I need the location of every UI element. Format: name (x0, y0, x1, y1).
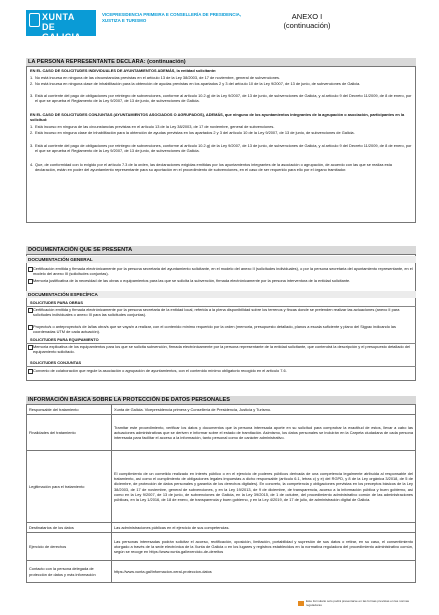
checkbox-icon[interactable] (28, 345, 33, 350)
table-row (27, 533, 416, 561)
checkbox-icon[interactable] (28, 267, 33, 272)
row-key: Legitimación para el tratamiento (27, 451, 112, 523)
table-row (27, 405, 416, 415)
list-item: 1. No está incursa en ninguna de las circunstancias previstas en el artículo 13 de la Ley 38/2003, de 17 de noviembre, general de subvenciones. (30, 75, 281, 80)
equipamiento-title: SOLICITUDES PARA EQUIPAMIENTO (30, 337, 99, 342)
table-row (27, 415, 416, 451)
department-name: VICEPRESIDENCIA PRIMEIRA E CONSELLERÍA DE PRESIDENCIA, XUSTIZA E TURISMO (102, 12, 242, 23)
checkbox-icon[interactable] (28, 279, 33, 284)
row-key: Ejercicio de derechos (27, 533, 112, 561)
list-item: 2. No está incursa en ninguna clase de inhabilitación para la obtención de ayudas previstas en los apartados 2 y 3 del artículo 10 de la Ley 9/2007, de 13 de junio, de subvenciones de Galicia. (30, 81, 361, 86)
xunta-logo (26, 10, 96, 42)
checkbox-icon[interactable] (28, 369, 33, 374)
checkbox-item[interactable]: Certificación emitida y firmada electrónicamente por la persona secretaria de la entidad local, referida a la plena disponibilidad sobre los terrenos y fincas donde se pretenden realizar las actuaciones (anexo II para solicitudes individuales o anexo III para las solicitudes conjuntas). (28, 307, 414, 317)
annex-title: ANEXO I (291, 12, 323, 21)
checkbox-item[interactable]: Certificación emitida y firmada electrónicamente por la persona secretaria del ayuntamiento solicitante, en el modelo del anexo II (solicitudes individuales), o por la persona secretaria del ayuntamiento representante, en el modelo del anexo III (solicitudes conjuntas). (28, 266, 414, 276)
row-value: Tramitar este procedimiento, verificar los datos y documentos que la persona interesada aporte en su solicitud para comprobar la exactitud de estos, llevar a cabo las actuaciones administrativas que se deriven e informar sobre el estado de tramitación. Asimismo, los datos personales se incluirán en la Carpeta ciudadana de cada persona interesada para facilitar el acceso a la información, tanto personal como de carácter administrativo. (112, 415, 416, 451)
row-value[interactable]: https://www.xunta.gal/informacion-xeral-proteccion-datos (112, 561, 416, 583)
row-key: Responsable del tratamiento (27, 405, 112, 415)
logo-line2: DE GALICIA (42, 22, 82, 42)
row-key: Contacto con la persona delegada de protección de datos y más información (27, 561, 112, 583)
checkbox-item[interactable]: Convenio de colaboración que regule la asociación o agrupación de ayuntamientos, con el contenido mínimo obligatorio recogido en el artículo 7.6. (28, 368, 414, 373)
row-key: Destinatarios de los datos (27, 523, 112, 533)
annex-heading (262, 12, 352, 30)
row-key: Finalidades del tratamiento (27, 415, 112, 451)
checkbox-item[interactable]: Proyecto/s o anteproyecto/s de la/las obra/s que se vaya/n a realizar, con el contenido mínimo requerido por la orden (memoria, presupuesto detallado, planos a escala suficiente y plano del Sigpac indicando las coordenadas UTM de cada actuación). (28, 324, 414, 334)
obras-title: SOLICITUDES PARA OBRAS (30, 300, 83, 305)
data-protection-table (26, 404, 416, 583)
annex-subtitle: (continuación) (283, 21, 331, 30)
table-row (27, 523, 416, 533)
row-value: Las administraciones públicas en el ejercicio de sus competencias. (112, 523, 416, 533)
row-value: Xunta de Galicia. Vicepresidencia primera y Consellería de Presidencia, Justicia y Turismo. (112, 405, 416, 415)
row-value: Las personas interesadas podrán solicitar el acceso, rectificación, oposición, limitación, portabilidad y supresión de sus datos o retirar, en su caso, el consentimiento otorgado a través de la sede electrónica de la Xunta de Galicia o en los lugares y registros establecidos en la normativa reguladora del procedimiento administrativo común, según se recoge en https://www.xunta.gal/exercicio-de-dereitos (112, 533, 416, 561)
list-item: 4. Que, de conformidad con lo exigido por el artículo 7.3 de la orden, las declaraciones exigidas emitidas por los ayuntamientos integrantes de la asociación o agrupación, de acuerdo con las que se realiza esta declaración, están en poder del ayuntamiento representante para su aportación en el procedimiento de subvenciones, en el caso de ser requerido para ello por el órgano tramitador. (30, 162, 392, 173)
list-item: 2. Está incurso en ninguna clase de inhabilitación para la obtención de ayudas previstas en los apartados 2 y 3 del artículo 10 de la Ley 9/2007, de 13 de junio, de subvenciones de Galicia. (30, 130, 355, 135)
documentacion-title: DOCUMENTACIÓN QUE SE PRESENTA (26, 246, 416, 254)
proteccion-title: INFORMACIÓN BÁSICA SOBRE LA PROTECCIÓN DE DATOS PERSONALES (26, 396, 416, 404)
document-header (26, 10, 416, 44)
table-row (27, 451, 416, 523)
conjuntas-title: SOLICITUDES CONJUNTAS (30, 360, 82, 365)
divider (26, 366, 416, 367)
intro-conjunta: EN EL CASO DE SOLICITUDES CONJUNTAS (AYUNTAMIENTOS ASOCIADOS O AGRUPADOS), ADEMÁS, que ninguno de los ayuntamientos integrantes de la agrupación o asociación, participantes en la solicitud: (30, 112, 405, 123)
intro-individual: EN EL CASO DE SOLICITUDES INDIVIDUALES DE AYUNTAMIENTOS ADEMÁS, la entidad solicitante: (30, 68, 217, 73)
logo-line1: XUNTA (42, 12, 75, 22)
general-title: DOCUMENTACIÓN GENERAL (26, 256, 416, 263)
list-item: 3. Está al corriente del pago de obligaciones por reintegro de subvenciones, conforme al artículo 10.2.g) de la Ley 9/2007, de 13 de junio, de subvenciones de Galicia, y al artículo 9 del Decreto 11/2009, de 8 de enero, por el que se aprueba el Reglamento de la Ley 9/2007, de 13 de junio, de subvenciones de Galicia. (30, 93, 412, 104)
list-item: 1. Está incurso en ninguna de las circunstancias previstas en el artículo 13 de la Ley 38/2003, de 17 de noviembre, general de subvenciones. (30, 124, 275, 129)
representante-title: LA PERSONA REPRESENTANTE DECLARA: (continuación) (26, 58, 416, 66)
table-row (27, 561, 416, 583)
checkbox-item[interactable]: Memoria explicativa de los equipamientos para los que se solicita subvención, firmada electrónicamente por la persona representante de la entidad solicitante, que contendrá la descripción y el presupuesto detallado del equipamiento solicitado. (28, 344, 414, 354)
checkbox-icon[interactable] (28, 308, 33, 313)
checkbox-item[interactable]: Memoria justificativa de la necesidad de las obras o equipamientos para las que se solicita la subvención, firmada electrónicamente por la persona interventora de la entidad solicitante. (28, 278, 414, 283)
galicia-seal-icon (29, 13, 40, 27)
row-value: El cumplimiento de un cometido realizado en interés público o en el ejercicio de poderes públicos derivada de una competencia legalmente atribuida al responsable del tratamiento, así como el cumplimiento de obligaciones legales impuestas a dicho responsable (artículo 6.1, letras c) y e) del RGPD, y 8 de la Ley orgánica 3/2018, de 5 de diciembre, de protección de datos personales y garantía de los derechos digitales). En concreto, la competencia y obligaciones previstas en los preceptos básicos de la Ley 38/2003, de 17 de noviembre, general de subvenciones, y en la Ley 19/2013, de 9 de diciembre, de transparencia, acceso a la información pública y buen gobierno, así como en la Ley 9/2007, de 13 de junio, de subvenciones de Galicia, en la Ley 39/2015, de 1 de octubre, del procedimiento administrativo común de las administraciones públicas, en la Ley 1/2016, de 18 de enero, de transparencia y buen gobierno, y en la Ley 4/2019, de 17 de julio, de administración digital de Galicia. (112, 451, 416, 523)
sede-electronica-icon (298, 601, 304, 606)
especifica-title: DOCUMENTACIÓN ESPECÍFICA (26, 291, 416, 298)
footer-note: Este formulario solo podrá presentarse en las formas previstas en las normas reguladoras (306, 599, 410, 607)
list-item: 3. Está al corriente del pago de obligaciones por reintegro de subvenciones, conforme al artículo 10.2.g) de la Ley 9/2007, de 13 de junio, de subvenciones de Galicia, y al artículo 9 del Decreto 11/2009, de 8 de enero, por el que se aprueba el Reglamento de la Ley 9/2007, de 13 de junio, de subvenciones de Galicia. (30, 143, 412, 154)
checkbox-icon[interactable] (28, 325, 33, 330)
